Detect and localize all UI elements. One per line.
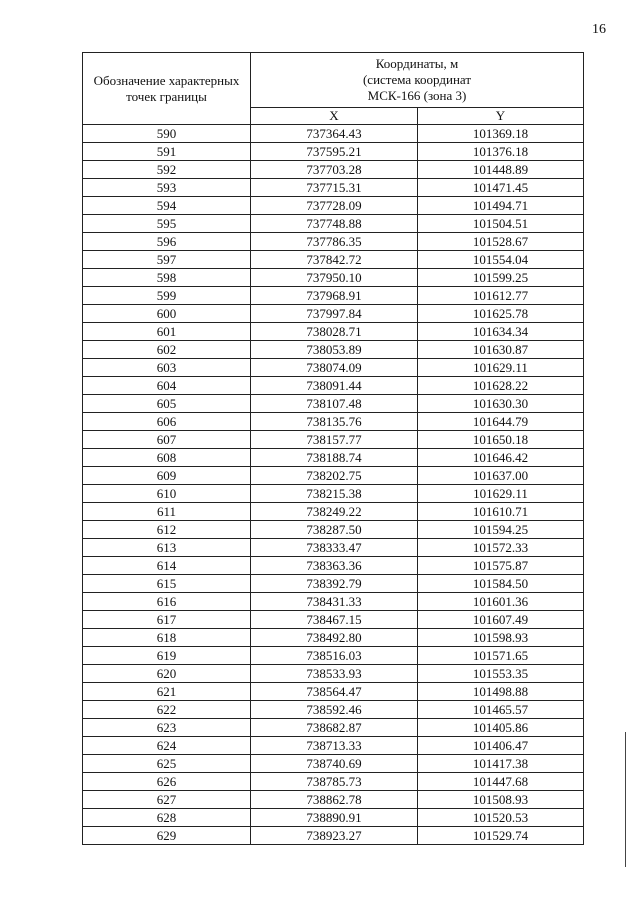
point-cell: 624 (83, 737, 251, 755)
table-row (83, 197, 584, 215)
table-row (83, 179, 584, 197)
table-row (83, 485, 584, 503)
scan-edge-line (625, 732, 626, 867)
table-row (83, 773, 584, 791)
point-cell: 616 (83, 593, 251, 611)
x-coordinate-cell: 738431.33 (251, 593, 418, 611)
table-row (83, 449, 584, 467)
x-coordinate-cell: 738564.47 (251, 683, 418, 701)
x-coordinate-cell: 738682.87 (251, 719, 418, 737)
table-row (83, 413, 584, 431)
x-coordinate-cell: 738740.69 (251, 755, 418, 773)
y-coordinate-cell: 101629.11 (418, 485, 584, 503)
table-row (83, 647, 584, 665)
x-coordinate-cell: 738249.22 (251, 503, 418, 521)
y-coordinate-cell: 101571.65 (418, 647, 584, 665)
y-coordinate-cell: 101646.42 (418, 449, 584, 467)
y-coordinate-cell: 101448.89 (418, 161, 584, 179)
table-body (83, 125, 584, 845)
point-cell: 595 (83, 215, 251, 233)
x-coordinate-cell: 738592.46 (251, 701, 418, 719)
point-cell: 621 (83, 683, 251, 701)
y-coordinate-cell: 101610.71 (418, 503, 584, 521)
y-coordinate-cell: 101406.47 (418, 737, 584, 755)
y-coordinate-cell: 101601.36 (418, 593, 584, 611)
x-coordinate-cell: 738862.78 (251, 791, 418, 809)
point-designation-header: Обозначение характерных точек границы (83, 53, 251, 125)
point-cell: 622 (83, 701, 251, 719)
x-coordinate-cell: 737364.43 (251, 125, 418, 143)
y-coordinate-cell: 101612.77 (418, 287, 584, 305)
coordinates-header (251, 53, 584, 108)
x-coordinate-cell: 738053.89 (251, 341, 418, 359)
table-row (83, 719, 584, 737)
point-cell: 596 (83, 233, 251, 251)
x-coordinate-cell: 737968.91 (251, 287, 418, 305)
point-cell: 605 (83, 395, 251, 413)
y-coordinate-cell: 101599.25 (418, 269, 584, 287)
x-coordinate-cell: 738713.33 (251, 737, 418, 755)
table-row (83, 233, 584, 251)
y-coordinate-cell: 101528.67 (418, 233, 584, 251)
point-cell: 628 (83, 809, 251, 827)
x-coordinate-cell: 738333.47 (251, 539, 418, 557)
point-cell: 600 (83, 305, 251, 323)
y-coordinate-cell: 101594.25 (418, 521, 584, 539)
point-cell: 614 (83, 557, 251, 575)
y-column-header: Y (418, 108, 584, 125)
point-cell: 593 (83, 179, 251, 197)
y-coordinate-cell: 101498.88 (418, 683, 584, 701)
x-coordinate-cell: 738107.48 (251, 395, 418, 413)
coordinates-table (82, 52, 584, 845)
table-row (83, 611, 584, 629)
table-row (83, 161, 584, 179)
x-column-header: X (251, 108, 418, 125)
y-coordinate-cell: 101405.86 (418, 719, 584, 737)
y-coordinate-cell: 101628.22 (418, 377, 584, 395)
table-row (83, 701, 584, 719)
point-cell: 604 (83, 377, 251, 395)
table-row (83, 521, 584, 539)
x-coordinate-cell: 737950.10 (251, 269, 418, 287)
y-coordinate-cell: 101369.18 (418, 125, 584, 143)
y-coordinate-cell: 101575.87 (418, 557, 584, 575)
table-row (83, 377, 584, 395)
point-cell: 599 (83, 287, 251, 305)
y-coordinate-cell: 101629.11 (418, 359, 584, 377)
y-coordinate-cell: 101554.04 (418, 251, 584, 269)
point-cell: 627 (83, 791, 251, 809)
point-cell: 610 (83, 485, 251, 503)
point-cell: 620 (83, 665, 251, 683)
x-coordinate-cell: 738135.76 (251, 413, 418, 431)
point-cell: 597 (83, 251, 251, 269)
table-row (83, 503, 584, 521)
table-row (83, 827, 584, 845)
point-cell: 608 (83, 449, 251, 467)
table-row (83, 341, 584, 359)
table-row (83, 593, 584, 611)
y-coordinate-cell: 101529.74 (418, 827, 584, 845)
y-coordinate-cell: 101607.49 (418, 611, 584, 629)
point-cell: 611 (83, 503, 251, 521)
point-cell: 617 (83, 611, 251, 629)
table-row (83, 557, 584, 575)
x-coordinate-cell: 738516.03 (251, 647, 418, 665)
table-row (83, 269, 584, 287)
y-coordinate-cell: 101520.53 (418, 809, 584, 827)
table-row (83, 215, 584, 233)
point-cell: 602 (83, 341, 251, 359)
point-cell: 625 (83, 755, 251, 773)
x-coordinate-cell: 738188.74 (251, 449, 418, 467)
point-cell: 601 (83, 323, 251, 341)
point-cell: 626 (83, 773, 251, 791)
point-cell: 607 (83, 431, 251, 449)
point-cell: 592 (83, 161, 251, 179)
x-coordinate-cell: 737997.84 (251, 305, 418, 323)
y-coordinate-cell: 101417.38 (418, 755, 584, 773)
table-row (83, 791, 584, 809)
y-coordinate-cell: 101598.93 (418, 629, 584, 647)
x-coordinate-cell: 738923.27 (251, 827, 418, 845)
y-coordinate-cell: 101634.34 (418, 323, 584, 341)
x-coordinate-cell: 737703.28 (251, 161, 418, 179)
x-coordinate-cell: 737595.21 (251, 143, 418, 161)
table-row (83, 431, 584, 449)
x-coordinate-cell: 738215.38 (251, 485, 418, 503)
x-coordinate-cell: 738202.75 (251, 467, 418, 485)
point-cell: 591 (83, 143, 251, 161)
table-row (83, 683, 584, 701)
table-row (83, 575, 584, 593)
y-coordinate-cell: 101471.45 (418, 179, 584, 197)
table-row (83, 467, 584, 485)
coordinates-header-line2: (система координат (362, 72, 472, 87)
table-row (83, 251, 584, 269)
point-cell: 598 (83, 269, 251, 287)
x-coordinate-cell: 738890.91 (251, 809, 418, 827)
y-coordinate-cell: 101650.18 (418, 431, 584, 449)
table-row (83, 665, 584, 683)
y-coordinate-cell: 101630.87 (418, 341, 584, 359)
point-cell: 594 (83, 197, 251, 215)
point-cell: 619 (83, 647, 251, 665)
table-row (83, 809, 584, 827)
table-row (83, 125, 584, 143)
y-coordinate-cell: 101584.50 (418, 575, 584, 593)
x-coordinate-cell: 738785.73 (251, 773, 418, 791)
y-coordinate-cell: 101508.93 (418, 791, 584, 809)
x-coordinate-cell: 738492.80 (251, 629, 418, 647)
y-coordinate-cell: 101465.57 (418, 701, 584, 719)
table-row (83, 305, 584, 323)
coordinates-header-line3: МСК-166 (зона 3) (367, 88, 467, 103)
table-row (83, 143, 584, 161)
y-coordinate-cell: 101376.18 (418, 143, 584, 161)
y-coordinate-cell: 101630.30 (418, 395, 584, 413)
page-number: 16 (592, 22, 606, 37)
table-row (83, 359, 584, 377)
table-row (83, 287, 584, 305)
coordinates-header-line1: Координаты, м (375, 56, 459, 71)
point-cell: 623 (83, 719, 251, 737)
table-row (83, 629, 584, 647)
x-coordinate-cell: 737786.35 (251, 233, 418, 251)
x-coordinate-cell: 737842.72 (251, 251, 418, 269)
y-coordinate-cell: 101572.33 (418, 539, 584, 557)
y-coordinate-cell: 101494.71 (418, 197, 584, 215)
y-coordinate-cell: 101637.00 (418, 467, 584, 485)
table-row (83, 323, 584, 341)
table-row (83, 395, 584, 413)
x-coordinate-cell: 738157.77 (251, 431, 418, 449)
y-coordinate-cell: 101644.79 (418, 413, 584, 431)
y-coordinate-cell: 101447.68 (418, 773, 584, 791)
y-coordinate-cell: 101504.51 (418, 215, 584, 233)
x-coordinate-cell: 738028.71 (251, 323, 418, 341)
point-cell: 606 (83, 413, 251, 431)
x-coordinate-cell: 737715.31 (251, 179, 418, 197)
x-coordinate-cell: 738363.36 (251, 557, 418, 575)
table-row (83, 755, 584, 773)
x-coordinate-cell: 738392.79 (251, 575, 418, 593)
point-cell: 629 (83, 827, 251, 845)
point-cell: 613 (83, 539, 251, 557)
x-coordinate-cell: 738287.50 (251, 521, 418, 539)
x-coordinate-cell: 737748.88 (251, 215, 418, 233)
point-cell: 618 (83, 629, 251, 647)
x-coordinate-cell: 737728.09 (251, 197, 418, 215)
y-coordinate-cell: 101553.35 (418, 665, 584, 683)
x-coordinate-cell: 738074.09 (251, 359, 418, 377)
x-coordinate-cell: 738091.44 (251, 377, 418, 395)
x-coordinate-cell: 738467.15 (251, 611, 418, 629)
point-cell: 609 (83, 467, 251, 485)
x-coordinate-cell: 738533.93 (251, 665, 418, 683)
table-row (83, 737, 584, 755)
table-row (83, 539, 584, 557)
point-cell: 590 (83, 125, 251, 143)
point-cell: 612 (83, 521, 251, 539)
point-cell: 615 (83, 575, 251, 593)
y-coordinate-cell: 101625.78 (418, 305, 584, 323)
point-cell: 603 (83, 359, 251, 377)
